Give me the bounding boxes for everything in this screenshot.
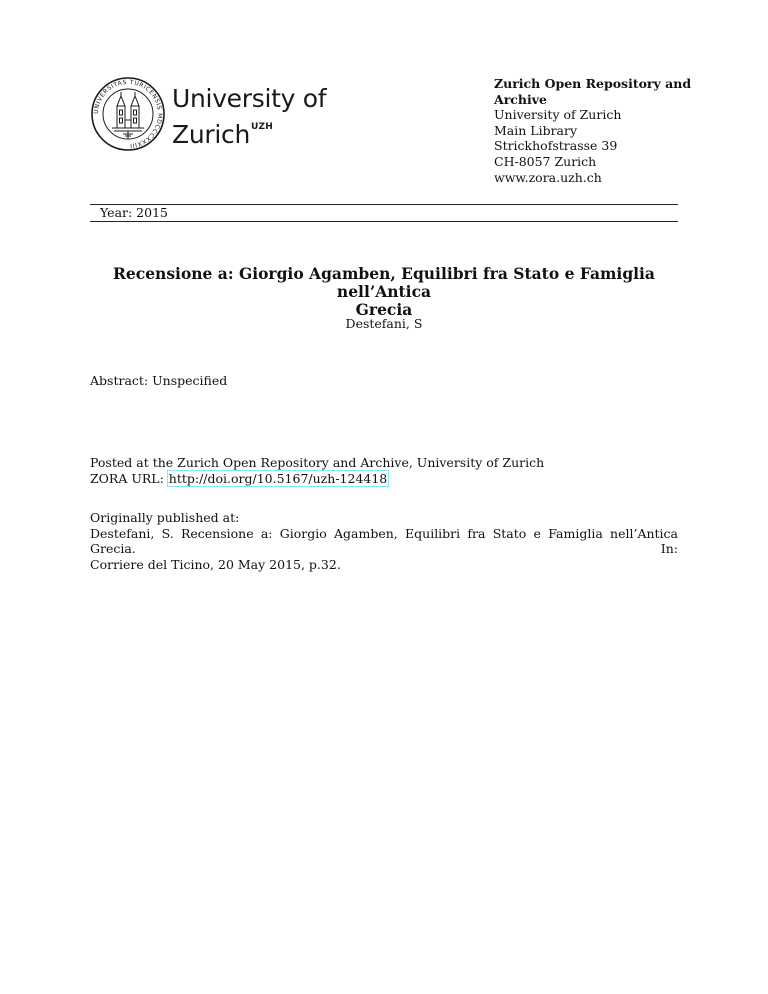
posted-line: Posted at the Zurich Open Repository and Archive, University of Zurich [90, 455, 545, 470]
author: Destefani, S [345, 316, 423, 331]
title-line1: Recensione a: Giorgio Agamben, Equilibri fra Stato e Famiglia nell’Antica [113, 264, 655, 301]
year-label: Year: 2015 [100, 205, 168, 220]
repository-address [494, 76, 691, 185]
title-line2: Grecia [355, 300, 413, 319]
document-title [90, 265, 678, 319]
wordmark-uzh: UZH [251, 122, 273, 132]
repository-name-line2: Archive [494, 91, 547, 107]
publication-info [90, 510, 678, 572]
uzh-seal-icon [90, 76, 166, 152]
top-rule [90, 204, 678, 205]
repository-street: Strickhofstrasse 39 [494, 138, 618, 154]
citation-line2: Corriere del Ticino, 20 May 2015, p.32. [90, 556, 341, 572]
citation-line1: Destefani, S. Recensione a: Giorgio Agamben, Equilibri fra Stato e Famiglia nell’Antica Grecia. In: [90, 525, 678, 557]
repository-website: www.zora.uzh.ch [494, 169, 602, 185]
zora-url-label: ZORA URL: [90, 470, 168, 486]
university-logo [90, 76, 330, 154]
bottom-rule [90, 221, 678, 222]
posted-info [90, 455, 678, 486]
wordmark-line2 [172, 113, 326, 149]
abstract: Abstract: Unspecified [90, 373, 228, 388]
repository-library: Main Library [494, 122, 578, 138]
repository-city: CH-8057 Zurich [494, 153, 597, 169]
repository-name-line1: Zurich Open Repository and [494, 76, 692, 91]
wordmark-line1: University of [172, 84, 327, 113]
zora-url-link[interactable]: http://doi.org/10.5167/uzh-124418 [168, 470, 388, 486]
seal-text: UNIVERSITAS TURICENSIS MDCCCXXXIII [92, 78, 164, 149]
university-wordmark [172, 84, 326, 149]
wordmark-zurich: Zurich [172, 120, 250, 149]
repository-institution: University of Zurich [494, 107, 622, 123]
published-heading: Originally published at: [90, 510, 240, 525]
zora-url-line [90, 471, 678, 487]
